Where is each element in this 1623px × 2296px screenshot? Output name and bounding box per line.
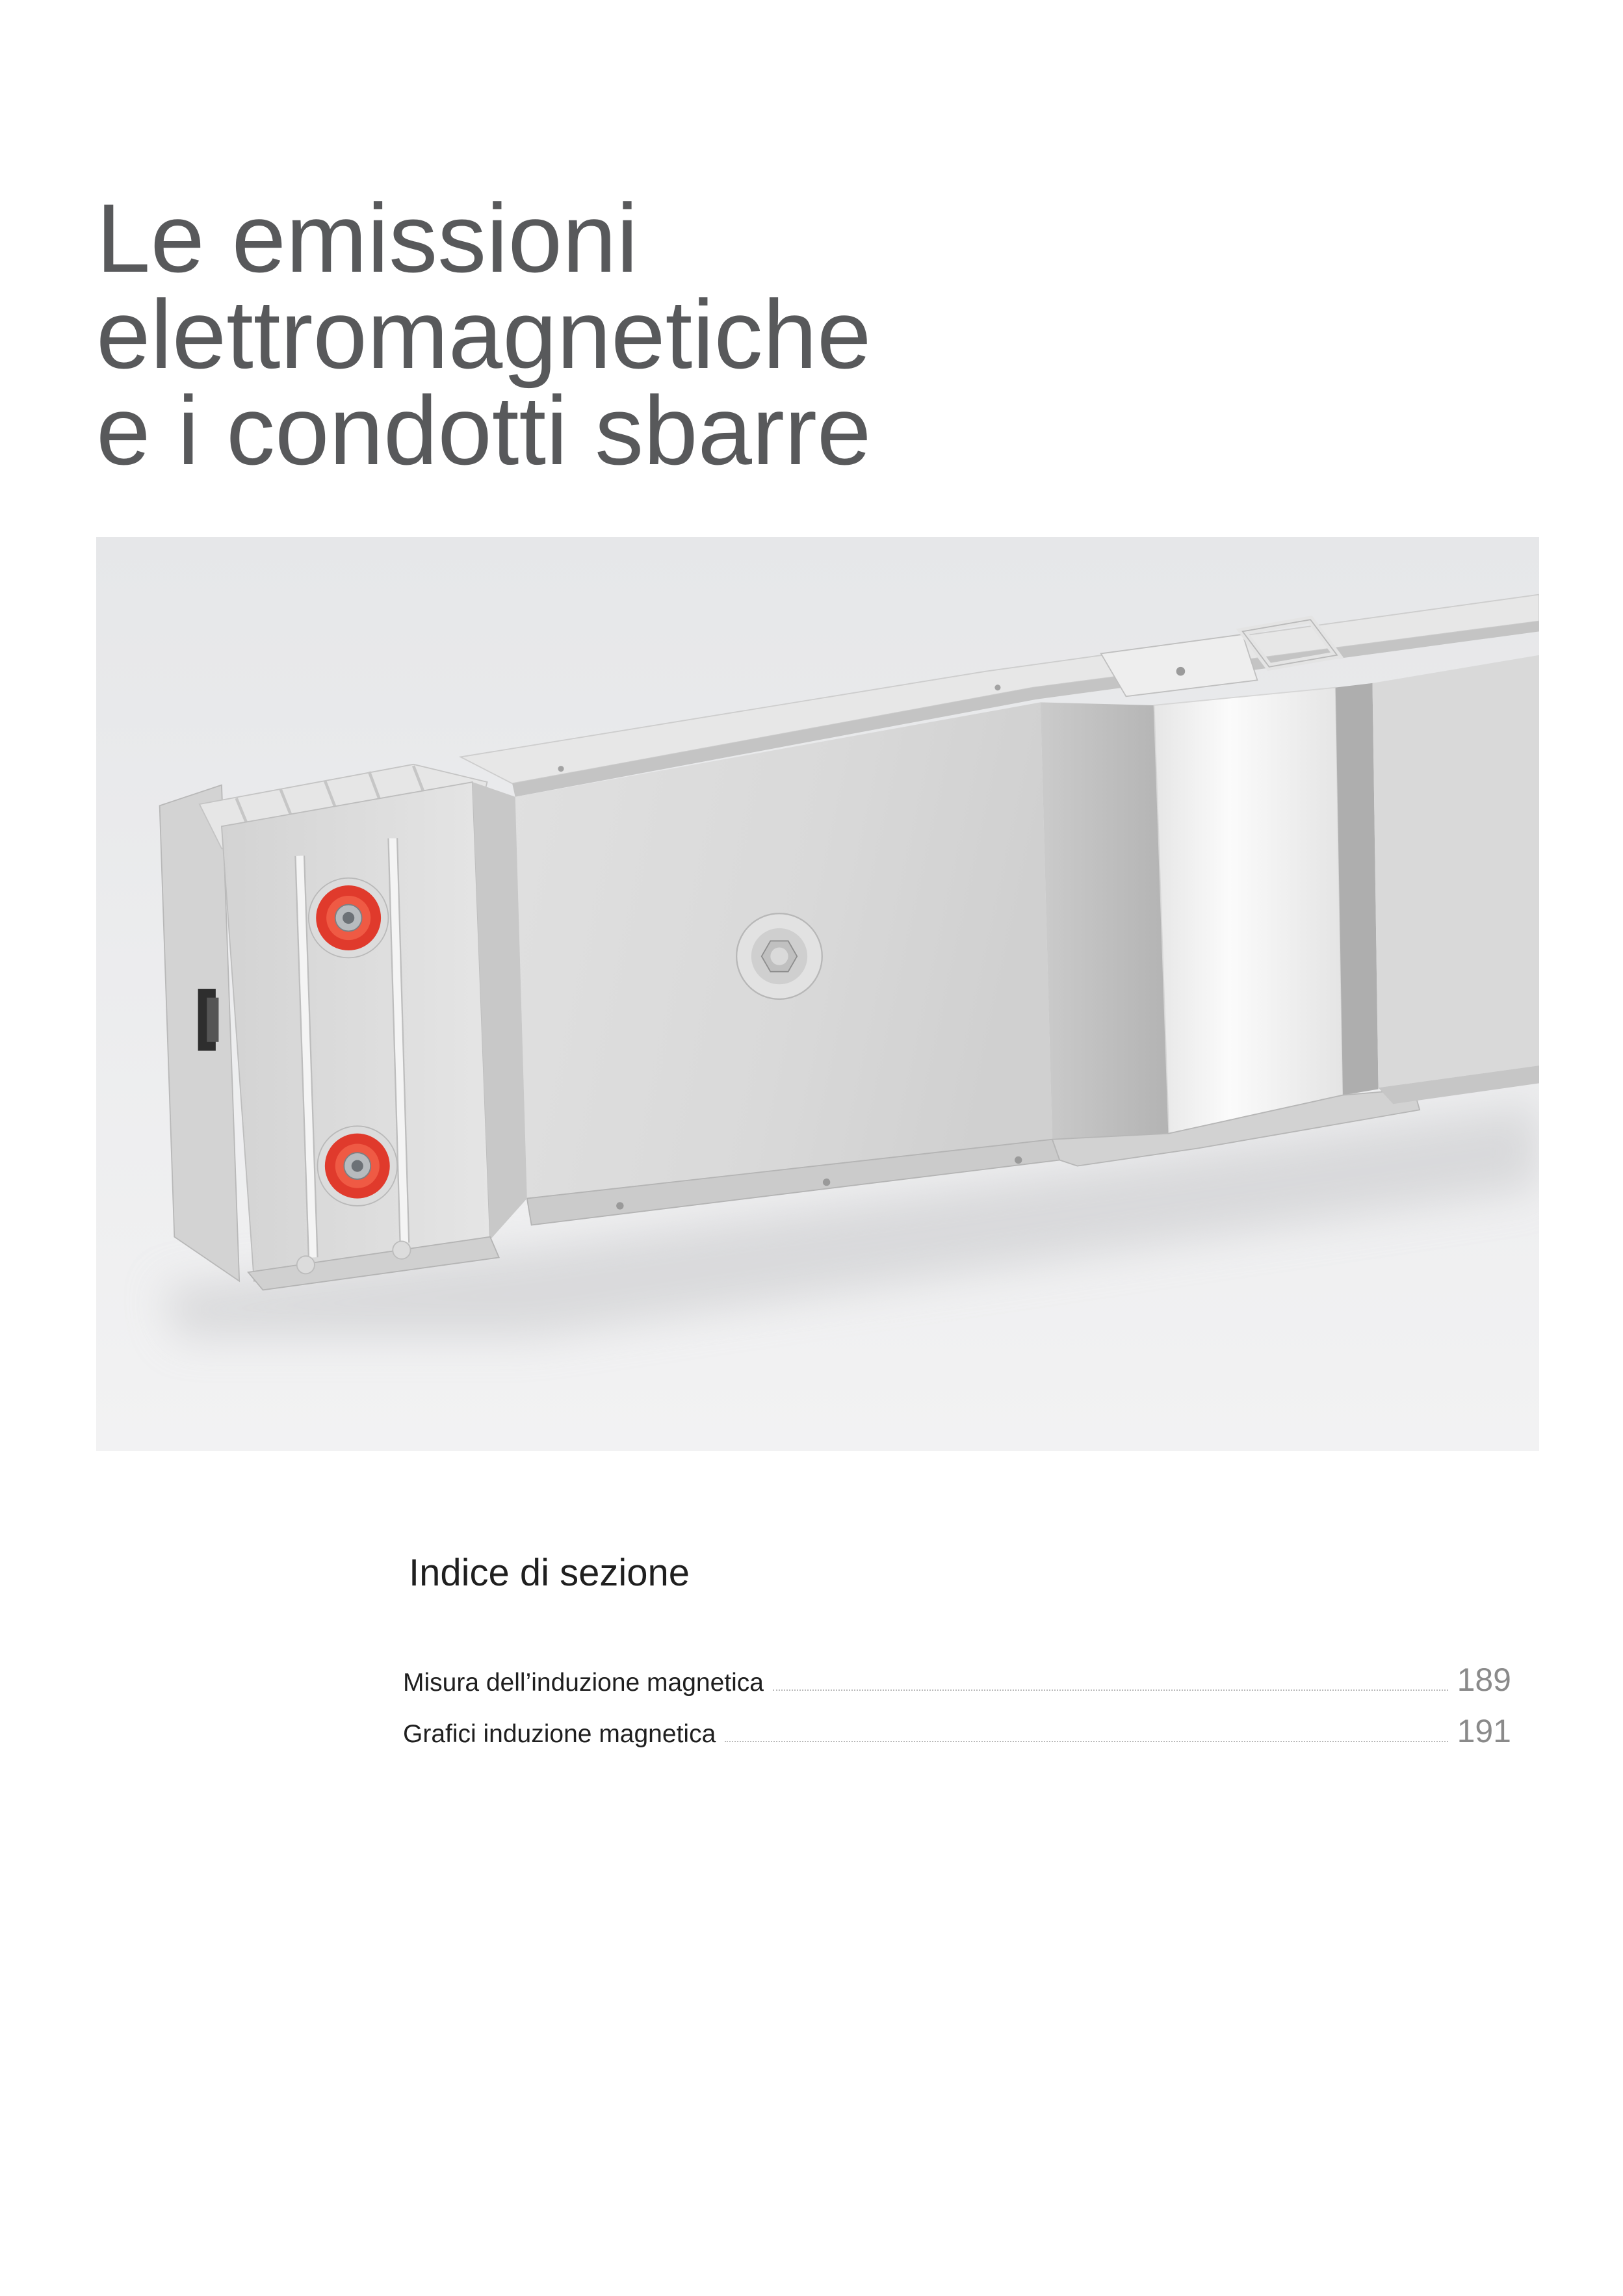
flange-hole bbox=[823, 1179, 830, 1186]
cap-hole bbox=[343, 912, 354, 924]
busbar-trunking-illustration bbox=[96, 537, 1539, 1451]
page-title-line-1: Le emissioni bbox=[96, 183, 638, 293]
joint-cover-plate bbox=[1154, 688, 1344, 1134]
toc-entry-page-number[interactable]: 189 bbox=[1457, 1662, 1511, 1698]
connector-foot bbox=[393, 1241, 410, 1259]
joint-gap bbox=[1336, 683, 1379, 1095]
handle-hole bbox=[1176, 667, 1186, 676]
section-index-heading: Indice di sezione bbox=[409, 1552, 690, 1594]
connector-clip-inner bbox=[207, 998, 218, 1042]
cap-hole bbox=[352, 1160, 363, 1172]
center-bolt bbox=[736, 913, 822, 999]
flange-hole bbox=[616, 1202, 623, 1209]
terminal-cap-upper bbox=[309, 878, 389, 958]
section-index-list bbox=[403, 1660, 1511, 1763]
lid-hole bbox=[558, 766, 564, 772]
page-title bbox=[96, 183, 872, 485]
connector-foot bbox=[297, 1256, 315, 1273]
end-connector bbox=[160, 764, 527, 1290]
joint-recess bbox=[1041, 702, 1169, 1139]
page-title-line-2: elettromagnetiche bbox=[96, 280, 872, 389]
toc-dotted-leader bbox=[773, 1689, 1448, 1691]
terminal-cap-lower bbox=[317, 1126, 397, 1206]
toc-entry[interactable] bbox=[403, 1712, 1511, 1763]
page-title-line-3: e i condotti sbarre bbox=[96, 376, 872, 485]
toc-entry-page-number[interactable]: 191 bbox=[1457, 1713, 1511, 1749]
toc-entry-label[interactable]: Grafici induzione magnetica bbox=[403, 1720, 716, 1748]
flange-hole bbox=[1015, 1156, 1022, 1164]
toc-dotted-leader bbox=[725, 1741, 1448, 1742]
lid-hole bbox=[994, 685, 1000, 690]
toc-entry-label[interactable]: Misura dell’induzione magnetica bbox=[403, 1669, 764, 1697]
bolt-tip bbox=[770, 947, 788, 965]
housing-front-face-next bbox=[1372, 655, 1539, 1088]
toc-entry[interactable] bbox=[403, 1660, 1511, 1712]
